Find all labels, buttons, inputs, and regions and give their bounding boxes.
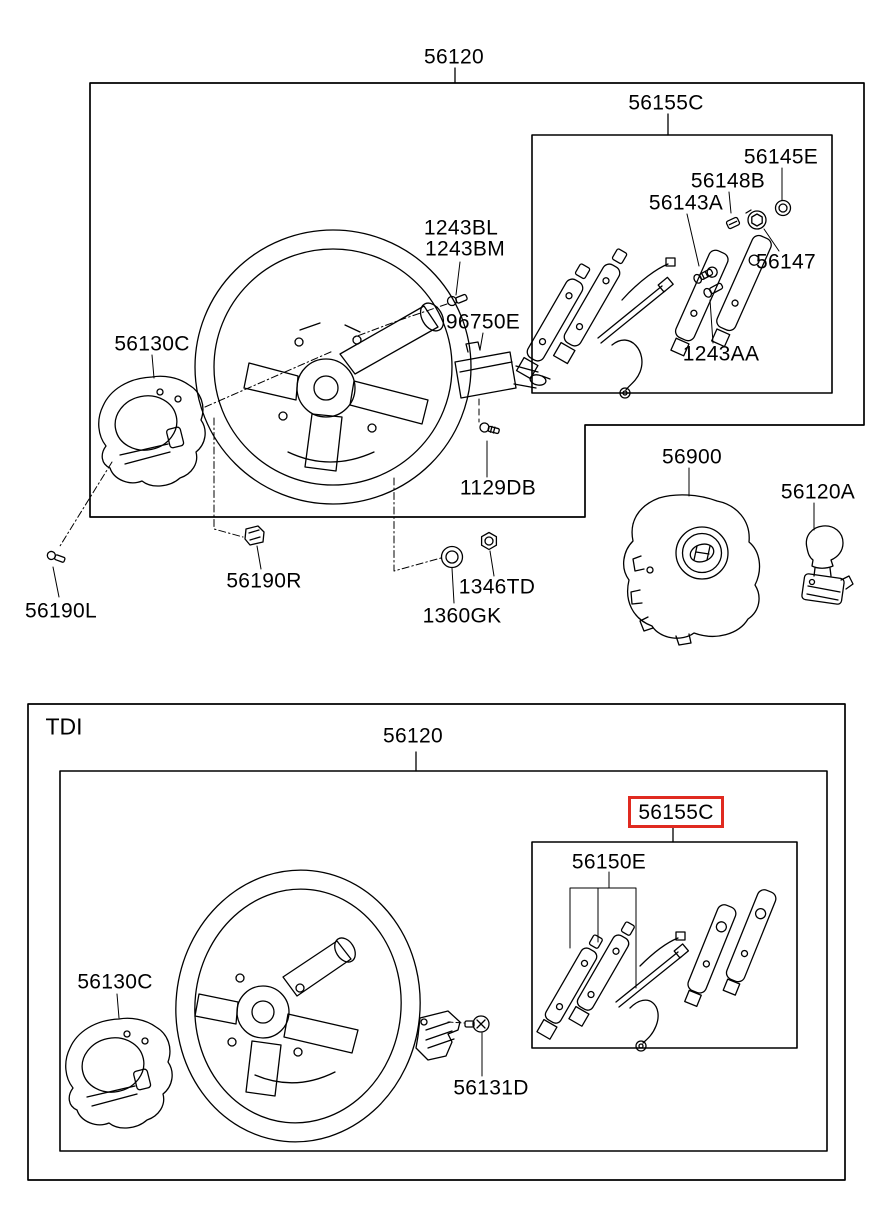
nut-1346TD-drawing [482,533,497,577]
clip-56190R-drawing [245,526,264,569]
bolt-1129DB-drawing [479,399,500,477]
tilt-knob-56120A-drawing [801,503,853,605]
part-label-56143a[interactable]: 56143A [648,191,724,215]
nut-56145E-drawing [776,201,791,216]
part-label-1360gk[interactable]: 1360GK [422,604,502,628]
highlighted-part-box[interactable] [628,796,724,828]
part-label-56190l[interactable]: 56190L [25,599,97,623]
ring-1360GK-drawing [394,478,463,603]
part-label-56190r[interactable]: 56190R [226,569,302,593]
part-label-1346td[interactable]: 1346TD [458,575,536,599]
part-label-56147[interactable]: 56147 [756,250,816,274]
column-cover-drawing-tdi [66,994,172,1128]
top-assembly-frame [90,68,864,517]
horn-contact-kit-drawing-tdi [535,872,778,1051]
airbag-module-drawing [624,468,760,645]
wire-harness-drawing-tdi [616,932,688,1051]
part-label-56900[interactable]: 56900 [662,445,722,469]
bolt-56147-drawing [746,210,766,229]
part-label-56120-tdi[interactable]: 56120 [383,724,443,748]
wire-harness-drawing-top [598,258,675,398]
steering-wheel-drawing-tdi [162,858,433,1154]
part-label-56150e[interactable]: 56150E [571,850,647,874]
part-label-56148b[interactable]: 56148B [690,169,766,193]
part-label-96750e[interactable]: 96750E [445,310,521,334]
part-label-56131d[interactable]: 56131D [453,1076,529,1100]
part-label-56120-top[interactable]: 56120 [424,45,484,69]
part-label-1129db[interactable]: 1129DB [459,476,537,500]
part-label-56155c-tdi-highlighted[interactable]: 56155C [638,800,714,824]
part-label-56155c-top[interactable]: 56155C [628,91,704,115]
variant-label-tdi: TDI [45,713,83,740]
part-label-1243bl[interactable]: 1243BL [423,216,499,240]
screw-56143A-drawing [692,267,713,284]
part-label-1243aa[interactable]: 1243AA [682,342,760,366]
screw-56190L-drawing [46,550,66,597]
part-label-56130c-tdi[interactable]: 56130C [77,970,153,994]
part-label-56120a[interactable]: 56120A [780,480,856,504]
tdi-assembly-frame [28,704,845,1180]
part-label-1243bm[interactable]: 1243BM [424,237,506,261]
bracket-56131D-drawing [416,1011,489,1076]
steering-wheel-drawing-top [195,230,471,504]
part-label-56145e[interactable]: 56145E [743,145,819,169]
part-label-56130c-top[interactable]: 56130C [114,332,190,356]
clip-56148B-drawing [726,217,740,229]
